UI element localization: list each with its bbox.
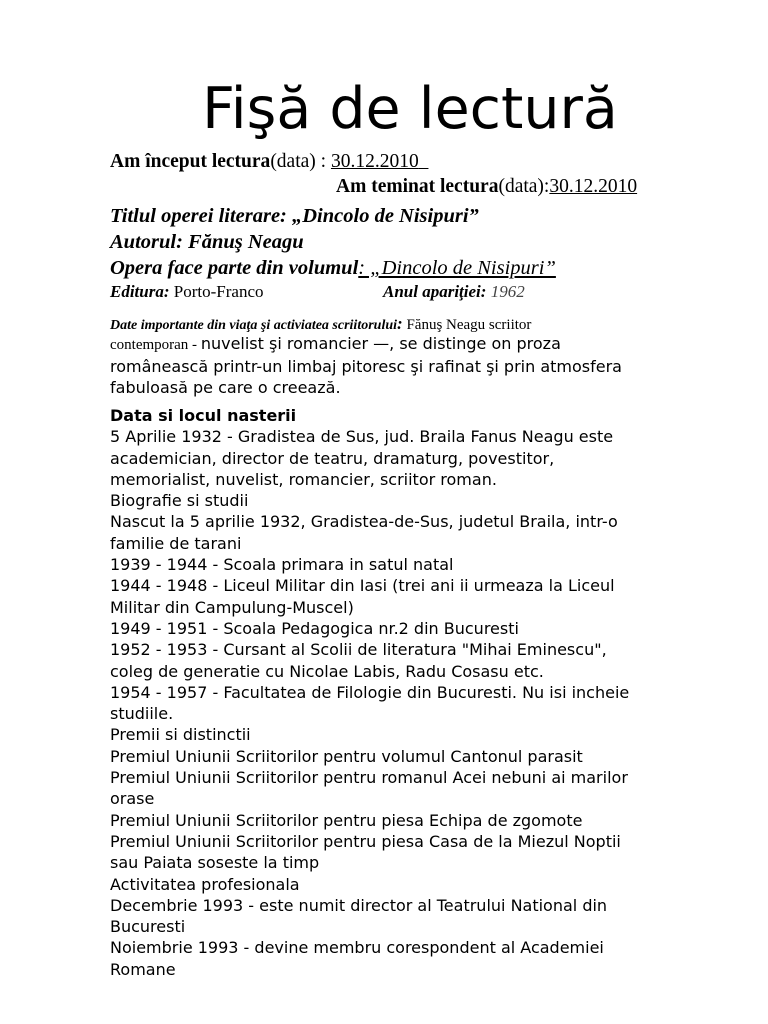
body-line: 1939 - 1944 - Scoala primara in satul natal [110, 555, 454, 575]
body-line: sau Paiata soseste la timp [110, 853, 320, 873]
body-line: 1952 - 1953 - Cursant al Scolii de literatura "Mihai Eminescu", [110, 640, 607, 660]
body-line: memorialist, nuvelist, romancier, scriitor roman. [110, 469, 497, 489]
body-line: Bucuresti [110, 917, 186, 937]
body-line: Premiul Uniunii Scriitorilor pentru romanul Acei nebuni ai marilor [110, 768, 628, 788]
finished-line [336, 175, 637, 199]
work-title: Titlul operei literare: „Dincolo de Nisipuri” [110, 205, 479, 227]
body-line: Premiul Uniunii Scriitorilor pentru volumul Cantonul parasit [110, 746, 583, 766]
body-line: coleg de generatie cu Nicolae Labis, Radu Cosasu etc. [110, 661, 544, 681]
started-date: 30.12.2010 [330, 151, 419, 172]
important-line1: Date importante din viaţa şi activiatea scriitorului: Fănuş Neagu scriitor [110, 314, 532, 333]
body-line: orase [110, 789, 155, 809]
started-suffix: (data) : [270, 151, 331, 172]
volume-value: : „Dincolo de Nisipuri” [358, 257, 556, 279]
important-text1: Fănuş Neagu scriitor [402, 317, 532, 333]
body-line: Premiul Uniunii Scriitorilor pentru piesa Casa de la Miezul Noptii [110, 831, 621, 851]
publisher-label: Editura: [110, 282, 170, 301]
year-label: Anul apariţiei: [383, 282, 487, 301]
page-title: Fişă de lectură [202, 76, 618, 142]
body-line: Premii si distinctii [110, 725, 251, 745]
volume-line [110, 255, 556, 281]
started-line [110, 150, 428, 174]
author: Autorul: Fănuş Neagu [110, 231, 304, 253]
body-line: studiile. [110, 704, 174, 724]
important-line1b: contemporan - nuvelist şi romancier —, se distinge on proza [110, 334, 561, 353]
publisher-line [110, 282, 264, 302]
biography-body [110, 405, 710, 980]
important-label: Date importante din viaţa şi activiatea scriitorului [110, 318, 398, 333]
publisher-value: Porto-Franco [169, 282, 264, 301]
body-line: 1954 - 1957 - Facultatea de Filologie din Bucuresti. Nu isi incheie [110, 682, 630, 702]
body-line: Decembrie 1993 - este numit director al Teatrului National din [110, 895, 608, 915]
section-heading: Data si locul nasterii [110, 406, 297, 425]
volume-label: Opera face parte din volumul [110, 257, 359, 279]
finished-suffix: (data): [498, 176, 550, 197]
important-line3: fabuloasă pe care o creează. [110, 378, 341, 397]
body-line: 5 Aprilie 1932 - Gradistea de Sus, jud. Braila Fanus Neagu este [110, 427, 614, 447]
finished-label: Am teminat lectura [336, 176, 499, 197]
finished-date: 30.12.2010 [549, 176, 638, 197]
body-line: Noiembrie 1993 - devine membru corespondent al Academiei [110, 938, 604, 958]
year-value: 1962 [486, 282, 525, 301]
important-line2: românească printr-un limbaj pitoresc şi rafinat şi prin atmosfera [110, 357, 622, 376]
started-label: Am început lectura [110, 151, 271, 172]
body-line: Premiul Uniunii Scriitorilor pentru piesa Echipa de zgomote [110, 810, 583, 830]
body-line: familie de tarani [110, 533, 242, 553]
body-line: Activitatea profesionala [110, 874, 300, 894]
body-line: academician, director de teatru, dramaturg, povestitor, [110, 448, 555, 468]
body-line: 1944 - 1948 - Liceul Militar din Iasi (trei ani ii urmeaza la Liceul [110, 576, 615, 596]
body-line: Militar din Campulung-Muscel) [110, 597, 354, 617]
body-line: 1949 - 1951 - Scoala Pedagogica nr.2 din Bucuresti [110, 618, 519, 638]
body-line: Romane [110, 959, 176, 979]
body-line: Nascut la 5 aprilie 1932, Gradistea-de-Sus, judetul Braila, intr-o [110, 512, 618, 532]
body-line: Biografie si studii [110, 491, 249, 511]
year-line [383, 282, 525, 302]
